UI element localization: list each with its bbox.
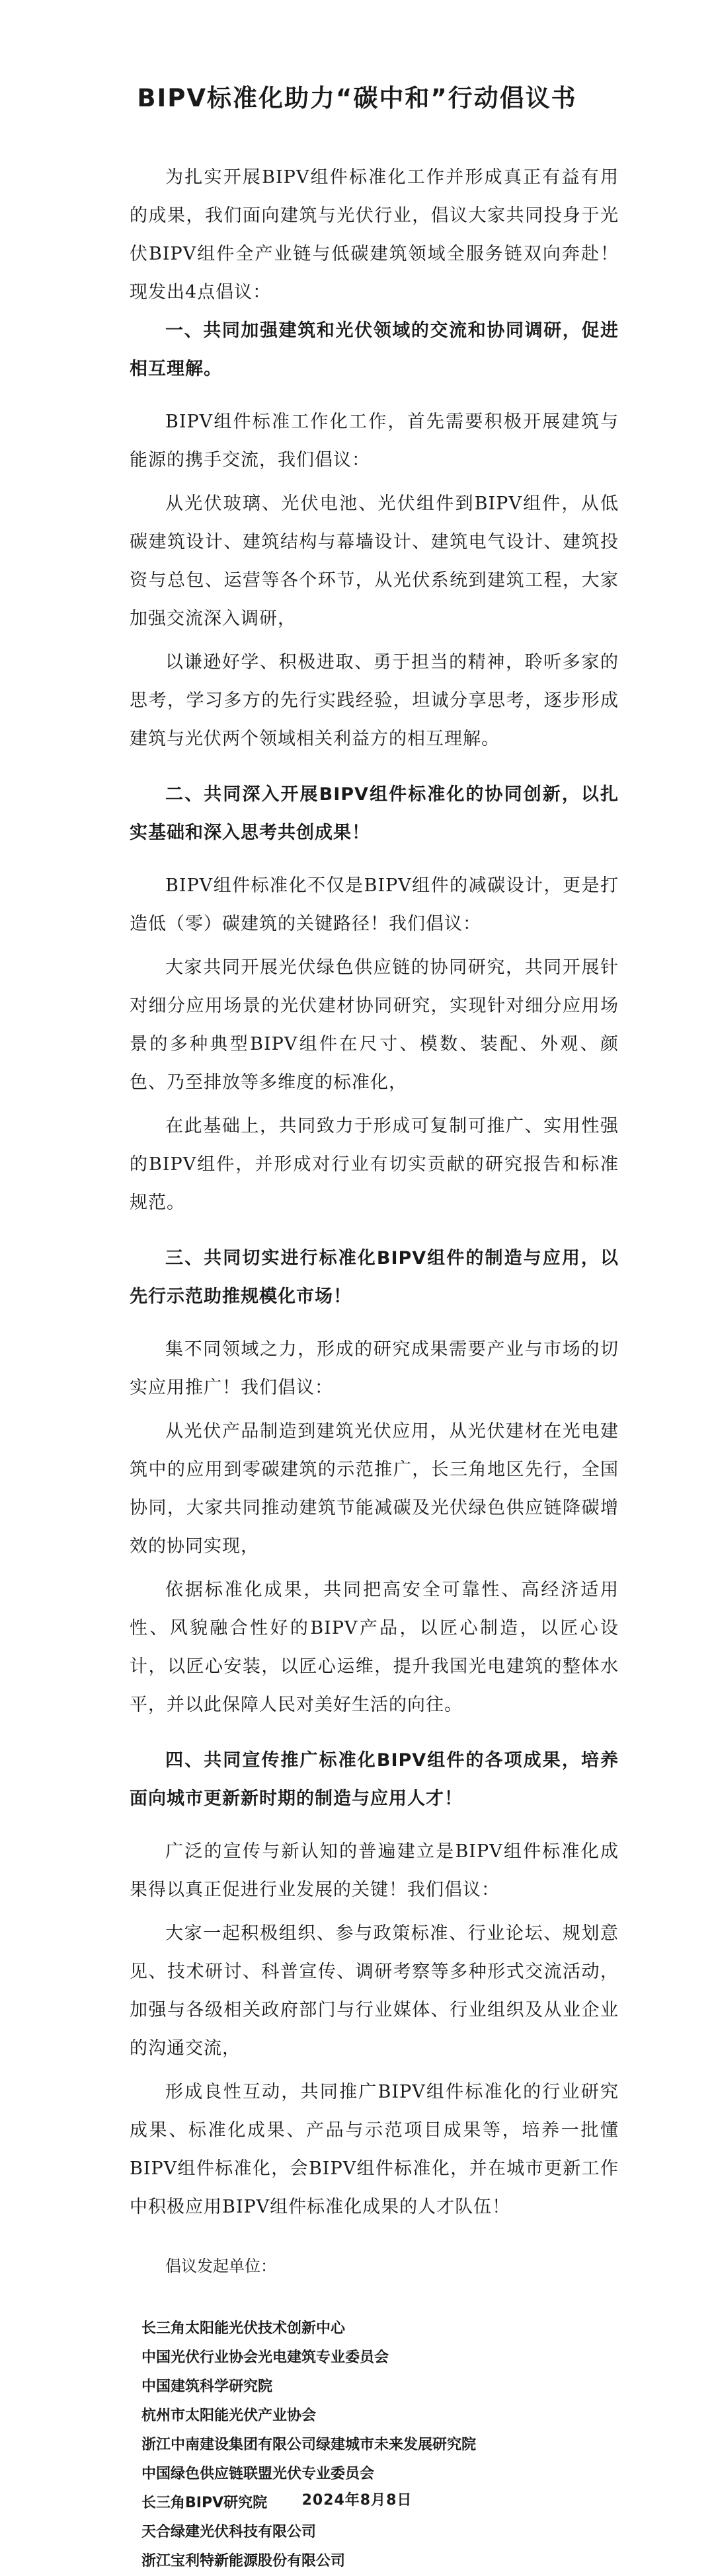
initiator-item: 天合绿建光伏科技有限公司 [141,2524,317,2540]
section-paragraph: 大家一起积极组织、参与政策标准、行业论坛、规划意见、技术研讨、科普宣传、调研考察等多种形式交流活动，加强与各级相关政府部门与行业媒体、行业组织及从业企业的沟通交流， [130,1923,619,2059]
section-paragraph: BIPV组件标准化不仅是BIPV组件的减碳设计，更是打造低（零）碳建筑的关键路径！我们倡议： [130,875,619,934]
document-date: 2024年8月8日 [301,2492,413,2509]
document-body [130,159,619,2576]
section-3 [130,1239,619,1724]
initiator-item: 杭州市太阳能光伏产业协会 [141,2408,317,2424]
section-paragraph: 在此基础上，共同致力于形成可复制可推广、实用性强的BIPV组件，并形成对行业有切实贡献的研究报告和标准规范。 [130,1116,619,1213]
section-paragraph: 广泛的宣传与新认知的普遍建立是BIPV组件标准化成果得以真正促进行业发展的关键！我们倡议： [130,1841,619,1900]
page-title: BIPV标准化助力“碳中和”行动倡议书 [137,84,577,112]
section-paragraph: 从光伏产品制造到建筑光伏应用，从光伏建材在光电建筑中的应用到零碳建筑的示范推广，长三角地区先行，全国协同，大家共同推动建筑节能减碳及光伏绿色供应链降碳增效的协同实现， [130,1421,619,1557]
initiator-item: 中国绿色供应链联盟光伏专业委员会 [141,2466,375,2482]
section-paragraph: 大家共同开展光伏绿色供应链的协同研究，共同开展针对细分应用场景的光伏建材协同研究，实现针对细分应用场景的多种典型BIPV组件在尺寸、模数、装配、外观、颜色、乃至排放等多维度的标准化， [130,957,619,1093]
initiator-item: 中国光伏行业协会光电建筑专业委员会 [141,2349,389,2366]
section-heading: 四、共同宣传推广标准化BIPV组件的各项成果，培养面向城市更新新时期的制造与应用人才！ [130,1750,619,1809]
section-4 [130,1742,619,2226]
section-paragraph: 从光伏玻璃、光伏电池、光伏组件到BIPV组件，从低碳建筑设计、建筑结构与幕墙设计、建筑电气设计、建筑投资与总包、运营等各个环节，从光伏系统到建筑工程，大家加强交流深入调研， [130,494,619,629]
initiators-label: 倡议发起单位： [165,2257,276,2275]
section-paragraph: BIPV组件标准工作化工作，首先需要积极开展建筑与能源的携手交流，我们倡议： [130,412,619,470]
section-heading: 三、共同切实进行标准化BIPV组件的制造与应用，以先行示范助推规模化市场！ [130,1248,619,1307]
initiator-item: 长三角BIPV研究院 [141,2495,268,2511]
section-paragraph: 集不同领域之力，形成的研究成果需要产业与市场的切实应用推广！我们倡议： [130,1339,619,1398]
initiator-item: 浙江宝利特新能源股份有限公司 [141,2553,346,2569]
initiator-item: 长三角太阳能光伏技术创新中心 [141,2320,346,2337]
section-heading: 二、共同深入开展BIPV组件标准化的协同创新，以扎实基础和深入思考共创成果！ [130,784,619,843]
section-paragraph: 依据标准化成果，共同把高安全可靠性、高经济适用性、风貌融合性好的BIPV产品，以匠心制造，以匠心设计，以匠心安装，以匠心运维，提升我国光电建筑的整体水平，并以此保障人民对美好生活的向往。 [130,1580,619,1715]
section-heading: 一、共同加强建筑和光伏领域的交流和协同调研，促进相互理解。 [130,320,619,379]
initiator-item: 浙江中南建设集团有限公司绿建城市未来发展研究院 [141,2437,477,2453]
initiator-item: 中国建筑科学研究院 [141,2378,273,2395]
intro-paragraph: 为扎实开展BIPV组件标准化工作并形成真正有益有用的成果，我们面向建筑与光伏行业，倡议大家共同投身于光伏BIPV组件全产业链与低碳建筑领域全服务链双向奔赴！ 现发出4点倡议： [130,167,619,303]
section-paragraph: 形成良性互动，共同推广BIPV组件标准化的行业研究成果、标准化成果、产品与示范项目成果等，培养一批懂BIPV组件标准化，会BIPV组件标准化，并在城市更新工作中积极应用BIPV组件标准化成果的人才队伍！ [130,2082,619,2217]
section-2 [130,776,619,1222]
section-paragraph: 以谦逊好学、积极进取、勇于担当的精神，聆听多家的思考，学习多方的先行实践经验，坦诚分享思考，逐步形成建筑与光伏两个领域相关利益方的相互理解。 [130,652,619,749]
initiators-list [130,2314,619,2576]
section-1 [130,312,619,758]
